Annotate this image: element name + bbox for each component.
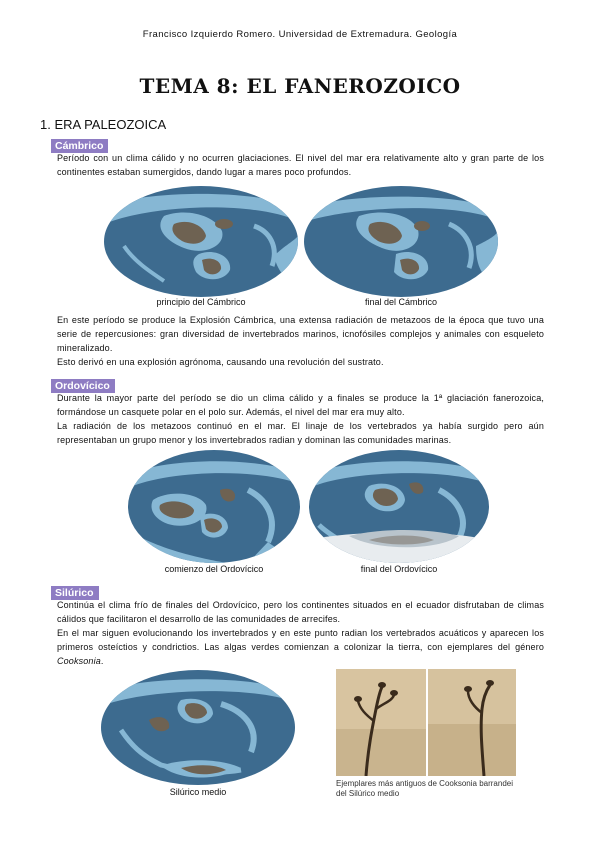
paragraph: En este período se produce la Explosión Cámbrica, una extensa radiación de metazoos de la época que tuvo una serie de repercusiones: gran diversidad de invertebrados marinos, icnofósiles complejos y animales con esqueleto mineralizado. <box>57 315 544 353</box>
page-header: Francisco Izquierdo Romero. Universidad de Extremadura. Geología <box>142 29 458 40</box>
fossil-photo-left <box>336 669 426 776</box>
caption-silurico: Silúrico medio <box>169 787 227 797</box>
paragraph: Durante la mayor parte del período se dio un clima cálido y a finales se produce la 1ª glaciación fanerozoica, formándose un casquete polar en el polo sur. Además, el nivel del mar era muy alto. <box>57 393 544 417</box>
fossil-photo-right <box>428 669 516 776</box>
genus-name: Cooksonia <box>57 656 101 666</box>
tag-label: Cámbrico <box>51 139 108 153</box>
map-cambrico-end <box>304 186 498 297</box>
paragraph: Continúa el clima frío de finales del Ordovícico, pero los continentes situados en el ecuador disfrutaban de climas cálidos que facilitaron el desarrollo de las comunidades de arrecifes. <box>57 600 544 624</box>
caption-cambrico-end: final del Cámbrico <box>364 297 438 307</box>
tag-label: Silúrico <box>51 586 99 600</box>
paragraph <box>57 626 544 668</box>
section-heading: 1. ERA PALEOZOICA <box>40 117 167 132</box>
fossil-caption-line1: Ejemplares más antiguos de Cooksonia barrandei <box>336 779 513 788</box>
cambrico-intro <box>57 151 544 179</box>
ordovicico-body <box>57 391 544 447</box>
caption-ordovicico-end: final del Ordovícico <box>360 564 438 574</box>
fossil-caption-line2: del Silúrico medio <box>336 789 400 798</box>
map-ordovicico-start <box>128 450 300 563</box>
caption-cambrico-start: principio del Cámbrico <box>156 297 246 307</box>
map-cambrico-start <box>104 186 298 297</box>
map-ordovicico-end <box>309 450 489 563</box>
fossil-caption <box>336 779 526 799</box>
text-run: En el mar siguen evolucionando los invertebrados y en este punto radian los vertebrados acuáticos y aparecen los primeros osteíctios y condrictios. Las algas verdes comienzan a colonizar la tierra, con ejemplares del género <box>57 628 544 652</box>
text-run: . <box>100 656 104 666</box>
tag-label: Ordovícico <box>51 379 115 393</box>
paragraph: Esto derivó en una explosión agrónoma, causando una revolución del sustrato. <box>57 357 384 367</box>
caption-ordovicico-start: comienzo del Ordovícico <box>164 564 264 574</box>
cambrico-body <box>57 313 544 369</box>
page-title: TEMA 8: EL FANEROZOICO <box>139 74 461 98</box>
paragraph: La radiación de los metazoos continuó en el mar. El linaje de los vertebrados ya había surgido pero aún representaban un grupo menor y los invertebrados radian y dominan las comunidades marinas. <box>57 421 544 445</box>
silurico-body <box>57 598 544 668</box>
paragraph: Período con un clima cálido y no ocurren glaciaciones. El nivel del mar era relativamente alto y gran parte de los continentes estaban sumergidos, dando lugar a mares poco profundos. <box>57 153 544 177</box>
map-silurico <box>101 670 295 785</box>
